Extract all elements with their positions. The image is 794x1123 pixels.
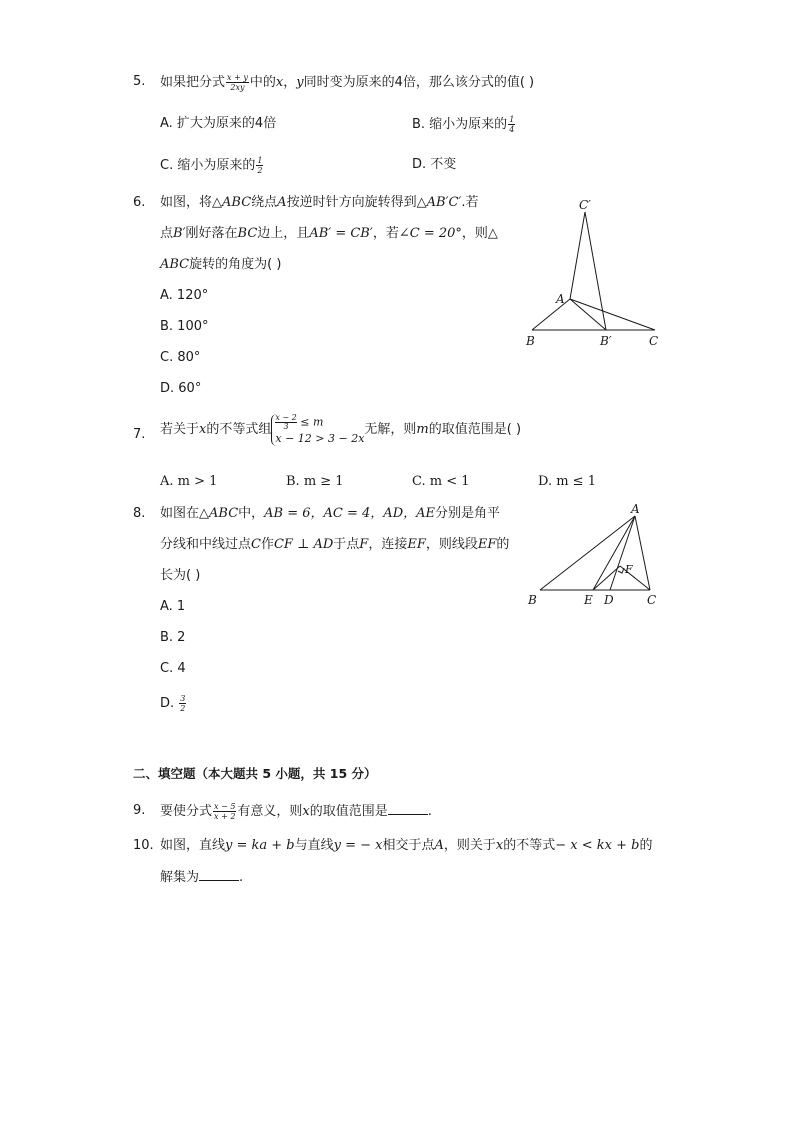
question-stem-line-1: 如图，将△ABC绕点A按逆时针方向旋转得到△AB′C′.若	[160, 195, 479, 210]
question-stem: 如果把分式 $\frac{x + y}{2xy}$ 中的x，y同时变为原来的4倍，那么该分式的值( )	[160, 73, 535, 92]
segment-ab	[540, 516, 635, 590]
question-stem: 要使分式 $\frac{x - 5}{x + 2}$ 有意义，则x的取值范围是 .	[160, 802, 432, 821]
question-number: 8.	[133, 506, 146, 521]
option-c[interactable]: C. 4	[160, 661, 186, 676]
fraction: $\frac{3}{2}$	[180, 694, 186, 713]
segment-ab-prime	[570, 299, 606, 330]
question-stem: 若关于x的不等式组 $\frac{x - 2}{3}$ ≤ m x − 12 > 3 − 2x 无解，则m的取值范围是( )	[160, 412, 522, 445]
question-stem-line-2: 解集为 .	[160, 870, 244, 885]
inequality-system: $\frac{x - 2}{3}$ ≤ m x − 12 > 3 − 2x	[271, 414, 364, 446]
segment-ef	[593, 566, 620, 590]
question-stem-line-3: 长为( )	[160, 568, 201, 583]
question-stem-line-1: 如图在△ABC中，AB = 6，AC = 4，AD，AE分别是角平	[160, 506, 501, 521]
question-stem-line-2: 分线和中线过点C作CF ⊥ AD于点F，连接EF，则线段EF的	[160, 537, 510, 552]
question-number: 10.	[133, 838, 154, 853]
label-a: A	[556, 292, 565, 306]
segment-ac	[635, 516, 650, 590]
option-c[interactable]: C. 80°	[160, 350, 201, 365]
option-d[interactable]: D. 不变	[412, 157, 457, 172]
rotation-figure	[520, 192, 670, 352]
label-a: A	[631, 503, 640, 516]
option-d[interactable]: D. m ≤ 1	[538, 474, 596, 489]
option-a[interactable]: A. m > 1	[160, 474, 218, 489]
option-b[interactable]: B. m ≥ 1	[286, 474, 344, 489]
label-b: B	[528, 593, 537, 607]
question-stem-line-1: 如图，直线y = ka + b与直线y = − x相交于点A，则关于x的不等式− x < kx + b的	[160, 838, 653, 853]
section-title: 二、填空题（本大题共 5 小题，共 15 分）	[133, 766, 377, 781]
fraction: $\frac{x - 5}{x + 2}$	[214, 802, 236, 821]
label-d: D	[604, 593, 614, 607]
question-number: 5.	[133, 74, 146, 89]
question-stem-line-3: ABC旋转的角度为( )	[160, 257, 282, 272]
label-b-prime: B′	[600, 334, 612, 348]
option-c[interactable]: C. 缩小为原来的 $\frac{1}{2}$	[160, 156, 263, 175]
option-a[interactable]: A. 1	[160, 599, 186, 614]
option-b[interactable]: B. 2	[160, 630, 186, 645]
label-c-prime: C′	[579, 198, 591, 212]
option-d[interactable]: D. $\frac{3}{2}$	[160, 694, 186, 713]
answer-blank[interactable]	[199, 868, 239, 881]
option-a[interactable]: A. 扩大为原来的4倍	[160, 116, 277, 131]
fraction: $\frac{x + y}{2xy}$	[227, 73, 248, 92]
option-c[interactable]: C. m < 1	[412, 474, 470, 489]
triangle-figure	[522, 503, 670, 613]
fraction: $\frac{1}{2}$	[257, 156, 263, 175]
label-c: C	[649, 334, 659, 348]
segment-b-prime-c-prime	[585, 212, 606, 330]
fraction: $\frac{1}{4}$	[509, 115, 515, 134]
option-d[interactable]: D. 60°	[160, 381, 202, 396]
option-b[interactable]: B. 100°	[160, 319, 209, 334]
label-f: F	[625, 563, 633, 576]
label-e: E	[584, 593, 593, 607]
label-c: C	[647, 593, 657, 607]
question-number: 9.	[133, 803, 146, 818]
segment-ac-prime	[570, 212, 585, 299]
question-number: 6.	[133, 195, 146, 210]
question-number: 7.	[133, 427, 146, 442]
option-a[interactable]: A. 120°	[160, 288, 209, 303]
question-stem-line-2: 点B′刚好落在BC边上，且AB′ = CB′，若∠C = 20°，则△	[160, 226, 498, 241]
segment-ac	[570, 299, 655, 330]
option-b[interactable]: B. 缩小为原来的 $\frac{1}{4}$	[412, 115, 515, 134]
label-b: B	[526, 334, 535, 348]
answer-blank[interactable]	[388, 802, 428, 815]
